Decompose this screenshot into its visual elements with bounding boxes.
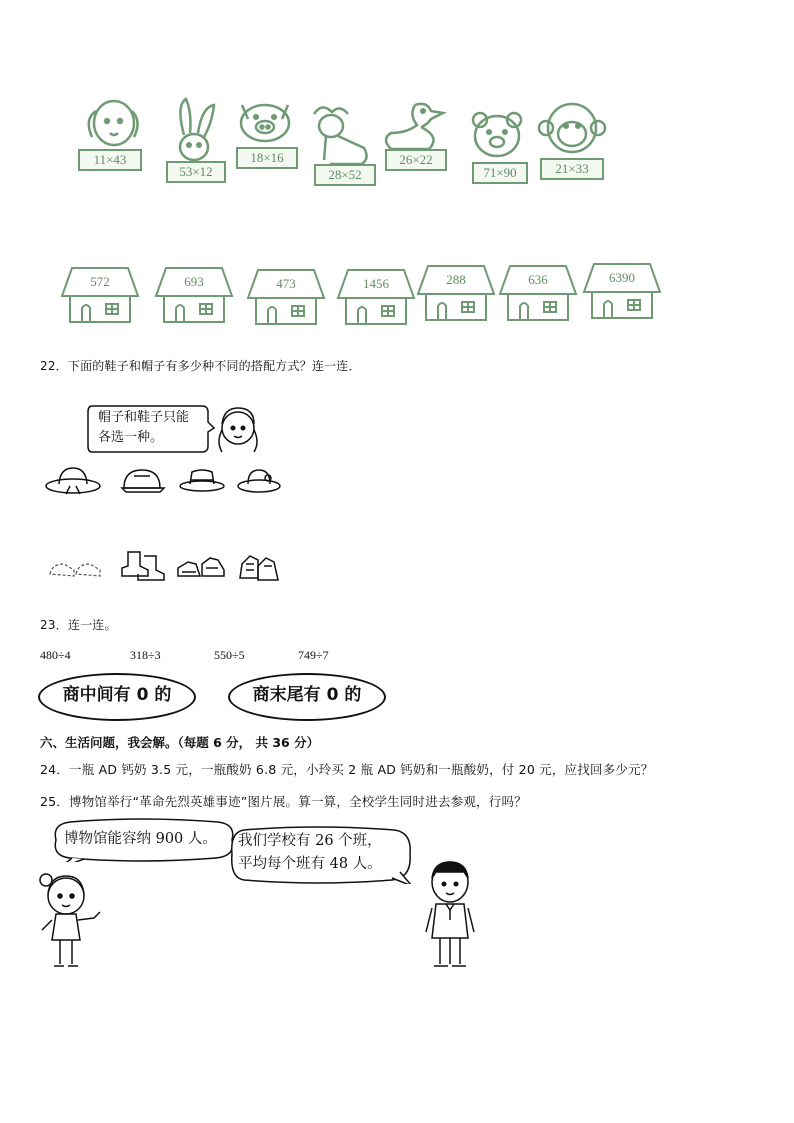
house-number: 572	[90, 274, 110, 289]
house-icon	[154, 264, 234, 324]
high-top-shoes-icon	[236, 550, 280, 584]
section-title: 六、生活问题，我会解。（每题 6 分， 共 36 分）	[40, 735, 320, 750]
animal-goat	[304, 100, 374, 190]
house-number: 1456	[363, 276, 389, 291]
animal-pig	[232, 95, 302, 170]
sneakers-icon	[176, 550, 226, 582]
speech-bubble-girl	[50, 818, 236, 862]
girl-figure	[36, 868, 106, 972]
animal-dog	[74, 95, 149, 175]
house-number: 636	[528, 272, 548, 287]
house	[336, 266, 416, 326]
house-icon	[498, 262, 578, 322]
house-icon	[582, 260, 662, 320]
animal-sign: 26×22	[385, 149, 447, 171]
hat-1	[44, 464, 102, 496]
slipper-icon	[48, 556, 102, 582]
animal-sign: 71×90	[472, 162, 528, 184]
speech-bubble-boy	[228, 826, 414, 884]
house	[582, 260, 662, 320]
question-23: 23．连一连。	[40, 618, 117, 632]
speech-line: 各选一种。	[98, 430, 164, 445]
animal-sign: 18×16	[236, 147, 298, 169]
shoe-2	[118, 548, 166, 584]
house	[246, 266, 326, 326]
speech-line: 帽子和鞋子只能	[98, 410, 190, 425]
animal-duck	[381, 97, 451, 172]
animal-sign: 21×33	[540, 158, 604, 180]
house-icon	[336, 266, 416, 326]
oval-end-zero: 商末尾有 0 的	[228, 673, 386, 721]
house-number: 288	[446, 272, 466, 287]
fedora-hat-icon	[178, 466, 226, 494]
sun-hat-icon	[236, 464, 282, 496]
house-number: 693	[184, 274, 204, 289]
boy-speech-line: 平均每个班有 48 人。	[238, 856, 382, 872]
animal-sign: 28×52	[314, 164, 376, 186]
oval-middle-zero: 商中间有 0 的	[38, 673, 196, 721]
house-icon	[416, 262, 496, 322]
expression: 480÷4	[40, 648, 71, 662]
question-25: 25．博物馆举行“革命先烈英雄事迹”图片展。算一算，全校学生同时进去参观，行吗？	[40, 794, 527, 809]
expression: 318÷3	[130, 648, 161, 662]
expression: 550÷5	[214, 648, 245, 662]
animal-monkey	[536, 100, 616, 185]
wide-brim-hat-icon	[44, 464, 102, 496]
house	[60, 264, 140, 324]
house-number: 473	[276, 276, 296, 291]
house-icon	[246, 266, 326, 326]
boy-speech-line: 我们学校有 26 个班，	[238, 833, 382, 849]
house	[416, 262, 496, 322]
girl-figure	[214, 402, 264, 456]
hat-3	[178, 466, 226, 494]
shoe-4	[236, 550, 280, 584]
animal-rabbit	[164, 95, 226, 185]
speech-bubble-girl-q22	[86, 404, 216, 454]
question-24: 24．一瓶 AD 钙奶 3.5 元，一瓶酸奶 6.8 元，小玲买 2 瓶 AD 钙奶和一瓶酸奶，付 20 元，应找回多少元？	[40, 762, 654, 777]
animal-sign: 11×43	[78, 149, 142, 171]
girl-speech-text: 博物馆能容纳 900 人。	[64, 831, 217, 847]
expression: 749÷7	[298, 648, 329, 662]
house-icon	[60, 264, 140, 324]
hat-4	[236, 464, 282, 496]
cap-icon	[120, 464, 166, 496]
shoe-3	[176, 550, 226, 582]
shoe-1	[48, 556, 102, 582]
girl-icon	[214, 402, 264, 456]
animal-sign: 53×12	[166, 161, 226, 183]
boy-figure	[414, 858, 486, 974]
girl-icon	[36, 868, 106, 972]
boy-icon	[414, 858, 486, 974]
house-number: 6390	[609, 270, 635, 285]
animal-bear	[466, 110, 532, 185]
boots-icon	[118, 548, 166, 584]
question-22: 22．下面的鞋子和帽子有多少种不同的搭配方式？连一连．	[40, 359, 361, 373]
house	[498, 262, 578, 322]
hat-2	[120, 464, 166, 496]
house	[154, 264, 234, 324]
